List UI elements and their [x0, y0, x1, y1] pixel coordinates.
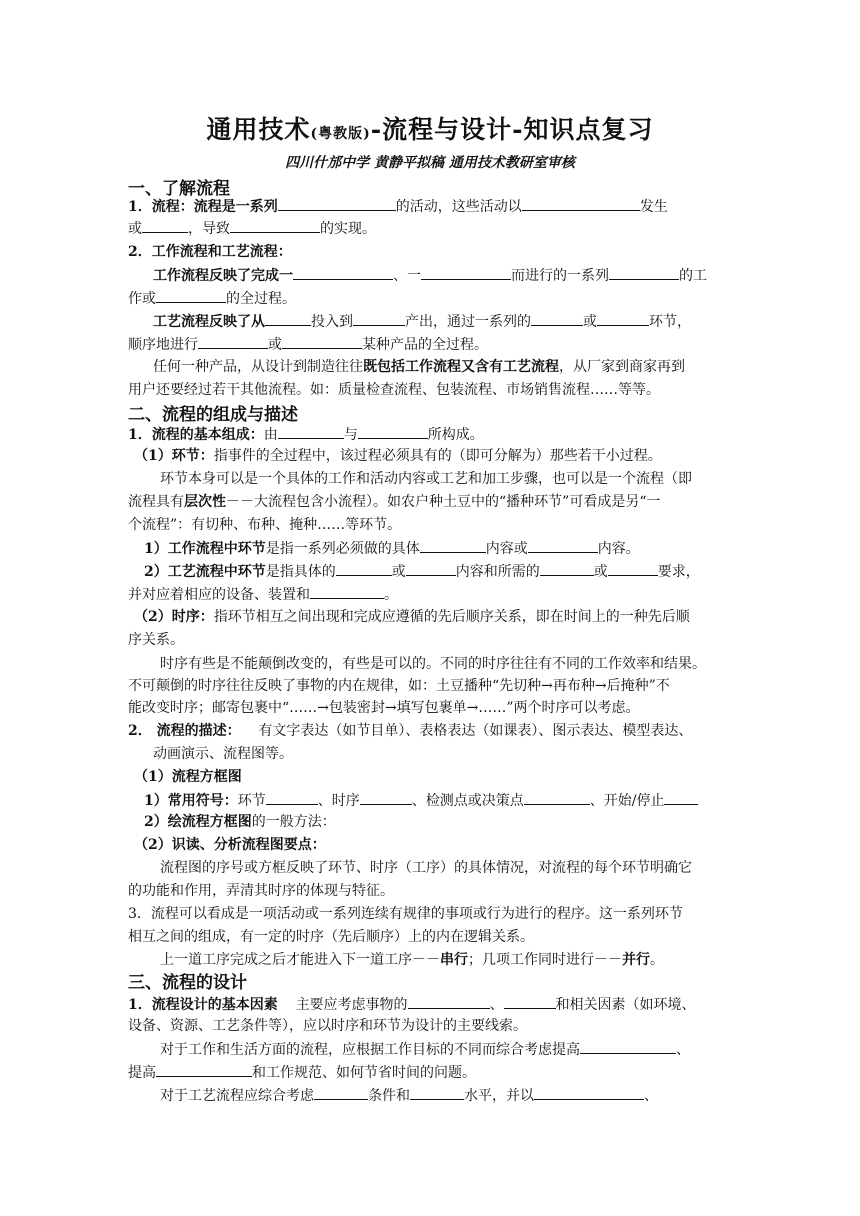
blank-line: [278, 424, 344, 439]
blank-line: [408, 994, 490, 1009]
text-span: 2）工艺流程中环节: [144, 564, 266, 580]
text-span: 所构成。: [427, 427, 484, 443]
text-span: 流程图的序号或方框反映了环节、时序（工序）的具体情况，对流程的每个环节明确它: [160, 860, 692, 876]
text-span: 的一般方法：: [251, 814, 336, 830]
text-span: 或: [583, 314, 597, 330]
text-span: 、开始/停止: [589, 793, 665, 809]
text-span: 而进行的一系列: [511, 268, 609, 284]
text-span: ；几项工作同时进行－－: [468, 952, 622, 968]
text-span: 指环节相互之间出现和完成应遵循的先后顺序关系，即在时间上的一种先后顺: [213, 609, 690, 625]
page-subtitle: 四川什邡中学 黄静平拟稿 通用技术教研室审核: [285, 155, 575, 171]
text-span: 指事件的全过程中，该过程必须具有的（即可分解为）那些若干小过程。: [213, 448, 662, 464]
text-span: 工作流程反映了完成一: [153, 268, 293, 284]
text-span: 相互之间的组成，有一定的时序（先后顺序）上的内在逻辑关系。: [128, 929, 534, 945]
text-span: 、: [489, 997, 504, 1013]
page-title: [0, 110, 860, 146]
blank-line: [265, 311, 311, 326]
section-heading-3: 三、流程的设计: [128, 973, 247, 993]
blank-line: [360, 790, 412, 805]
blank-line: [310, 584, 384, 599]
text-line: [128, 584, 398, 605]
text-line: [128, 424, 484, 445]
section-heading-1: 一、了解流程: [128, 179, 230, 199]
text-line: [153, 311, 691, 332]
title-main: 通用技术: [206, 115, 311, 144]
text-line: [128, 1016, 527, 1036]
text-line: [128, 721, 692, 741]
text-line: [128, 242, 292, 262]
text-span: ，从厂家到商家再到: [559, 359, 685, 375]
blank-line: [156, 1062, 252, 1077]
blank-line: [353, 311, 405, 326]
blank-line: [609, 265, 679, 280]
text-span: 发生: [639, 199, 668, 215]
text-line: [153, 265, 707, 286]
text-span: 由: [263, 427, 278, 443]
text-span: 2．工作流程和工艺流程：: [128, 244, 292, 260]
text-span: 、: [644, 1088, 658, 1104]
text-line: [160, 1085, 658, 1106]
blank-line: [597, 311, 649, 326]
text-span: 设备、资源、工艺条件等），应以时序和环节为设计的主要线索。: [128, 1018, 527, 1034]
text-span: 或: [268, 337, 282, 353]
blank-line: [524, 790, 590, 805]
text-span: 环节本身可以是一个具体的工作和活动内容或工艺和加工步骤，也可以是一个流程（即: [160, 471, 692, 487]
blank-line: [314, 1085, 368, 1100]
text-span: 并行: [622, 952, 650, 968]
text-span: 顺序地进行: [128, 337, 198, 353]
text-span: 是指一系列必须做的具体: [265, 541, 420, 557]
blank-line: [580, 1039, 676, 1054]
text-span: 。: [384, 587, 398, 603]
title-edition: (粤教版): [310, 126, 371, 142]
text-line: [144, 561, 700, 582]
blank-line: [336, 561, 392, 576]
text-span: 工艺流程反映了从: [153, 314, 265, 330]
text-span: 1）常用符号：: [144, 793, 238, 809]
text-span: 、时序: [317, 793, 360, 809]
text-span: 内容和所需的: [455, 564, 540, 580]
text-span: 时序有些是不能颠倒改变的，有些是可以的。不同的时序往往有不同的工作效率和结果。: [160, 656, 706, 672]
text-span: －－大流程包含小流程）。如农户种土豆中的“播种环节”可看成是另“一: [226, 494, 661, 510]
text-span: 主要应考虑事物的: [295, 997, 408, 1013]
text-line: [128, 380, 660, 400]
text-span: 作或: [128, 291, 156, 307]
text-line: [128, 196, 668, 217]
section-heading-2: 二、流程的组成与描述: [128, 405, 298, 425]
text-line: [128, 881, 394, 901]
text-span: （2）识读、分析流程图要点：: [134, 837, 326, 853]
text-span: 不可颠倒的时序往往反映了事物的内在规律，如：土豆播种“先切种→再布种→后掩种”不: [128, 678, 670, 694]
text-span: 个流程”：有切种、布种、掩种……等环节。: [128, 517, 402, 533]
text-line: [128, 1062, 476, 1083]
text-line: [153, 744, 293, 764]
text-span: 1．流程：流程是一系列: [128, 199, 278, 215]
text-span: 动画演示、流程图等。: [153, 746, 293, 762]
text-span: 产出，通过一系列的: [405, 314, 531, 330]
text-span: 。: [650, 952, 664, 968]
text-line: [128, 492, 660, 512]
text-span: 1）工作流程中环节: [144, 541, 266, 557]
text-span: 或: [128, 221, 142, 237]
text-span: 环节: [237, 793, 266, 809]
blank-line: [282, 334, 362, 349]
text-span: 能改变时序；邮寄包裹中“……→包装密封→填写包裹单→……”两个时序可以考虑。: [128, 700, 640, 716]
text-line: [160, 858, 692, 878]
text-line: [128, 927, 534, 947]
blank-line: [540, 561, 594, 576]
text-line: [128, 334, 488, 355]
blank-line: [664, 790, 698, 805]
text-line: [128, 630, 184, 650]
blank-line: [528, 538, 598, 553]
text-span: 1．流程设计的基本因素: [128, 997, 278, 1013]
text-span: 的功能和作用，弄清其时序的体现与特征。: [128, 883, 394, 899]
text-line: [128, 698, 640, 718]
text-span: （1）环节：: [134, 448, 214, 464]
text-span: 3．流程可以看成是一项活动或一系列连续有规律的事项或行为进行的程序。这一系列环节: [128, 906, 683, 922]
text-span: 内容或: [485, 541, 528, 557]
blank-line: [293, 265, 393, 280]
blank-line: [531, 311, 583, 326]
text-span: 的工: [679, 268, 707, 284]
text-span: 和工作规范、如何节省时间的问题。: [252, 1065, 476, 1081]
text-span: 的实现。: [320, 221, 376, 237]
text-span: 用户还要经过若干其他流程。如：质量检查流程、包装流程、市场销售流程……等等。: [128, 382, 660, 398]
text-span: 任何一种产品，从设计到制造往往: [153, 359, 363, 375]
text-span: ，导致: [188, 221, 230, 237]
text-span: 要求，: [657, 564, 700, 580]
text-line: [160, 1039, 690, 1060]
text-span: 某种产品的全过程。: [362, 337, 488, 353]
blank-line: [156, 288, 226, 303]
blank-line: [198, 334, 268, 349]
text-span: 或: [593, 564, 608, 580]
title-rest: -流程与设计-知识点复习: [370, 115, 654, 144]
text-span: 水平，并以: [464, 1088, 534, 1104]
text-line: [128, 218, 376, 239]
blank-line: [534, 1085, 644, 1100]
text-line: [134, 835, 326, 855]
blank-line: [522, 196, 640, 211]
blank-line: [406, 561, 456, 576]
text-line: [128, 676, 670, 696]
text-span: 2． 流程的描述：: [128, 723, 241, 739]
text-span: 流程具有: [128, 494, 184, 510]
text-line: [128, 288, 296, 309]
text-span: 的活动，这些活动以: [395, 199, 522, 215]
text-line: [134, 446, 662, 466]
text-line: [153, 357, 685, 377]
blank-line: [230, 218, 320, 233]
text-span: 2）绘流程方框图: [144, 814, 252, 830]
text-line: [160, 950, 664, 970]
text-line: [134, 767, 242, 787]
blank-line: [266, 790, 318, 805]
text-span: 和相关因素（如环境、: [555, 997, 696, 1013]
text-span: 环节，: [649, 314, 691, 330]
text-line: [134, 607, 690, 627]
text-span: 、检测点或决策点: [411, 793, 524, 809]
blank-line: [504, 994, 556, 1009]
text-span: 上一道工序完成之后才能进入下一道工序－－: [160, 952, 440, 968]
text-span: 对于工艺流程应综合考虑: [160, 1088, 314, 1104]
blank-line: [410, 1085, 464, 1100]
blank-line: [420, 538, 486, 553]
text-span: 投入到: [311, 314, 353, 330]
text-span: （1）流程方框图: [134, 769, 242, 785]
text-span: 既包括工作流程又含有工艺流程: [363, 359, 559, 375]
text-span: 有文字表达（如节目单）、表格表达（如课表）、图示表达、模型表达、: [258, 723, 693, 739]
text-span: 、一: [393, 268, 421, 284]
text-line: [128, 994, 696, 1015]
text-line: [144, 812, 336, 832]
text-span: 与: [343, 427, 358, 443]
blank-line: [421, 265, 511, 280]
text-line: [160, 469, 692, 489]
text-line: [128, 515, 401, 535]
text-span: 串行: [440, 952, 468, 968]
text-span: 的全过程。: [226, 291, 296, 307]
text-line: [144, 538, 640, 559]
text-span: （2）时序：: [134, 609, 214, 625]
text-span: 对于工作和生活方面的流程，应根据工作目标的不同而综合考虑提高: [160, 1042, 580, 1058]
text-span: 或: [391, 564, 406, 580]
blank-line: [608, 561, 658, 576]
blank-line: [278, 196, 396, 211]
text-span: 条件和: [368, 1088, 410, 1104]
text-span: 1．流程的基本组成：: [128, 427, 264, 443]
text-span: 序关系。: [128, 632, 184, 648]
text-span: 内容。: [597, 541, 640, 557]
blank-line: [142, 218, 188, 233]
blank-line: [358, 424, 428, 439]
text-line: [128, 904, 683, 924]
text-span: 层次性: [184, 494, 226, 510]
text-span: 、: [676, 1042, 690, 1058]
text-span: 并对应着相应的设备、装置和: [128, 587, 310, 603]
text-span: 是指具体的: [265, 564, 336, 580]
text-line: [160, 654, 706, 674]
text-span: 提高: [128, 1065, 156, 1081]
text-line: [144, 790, 698, 811]
